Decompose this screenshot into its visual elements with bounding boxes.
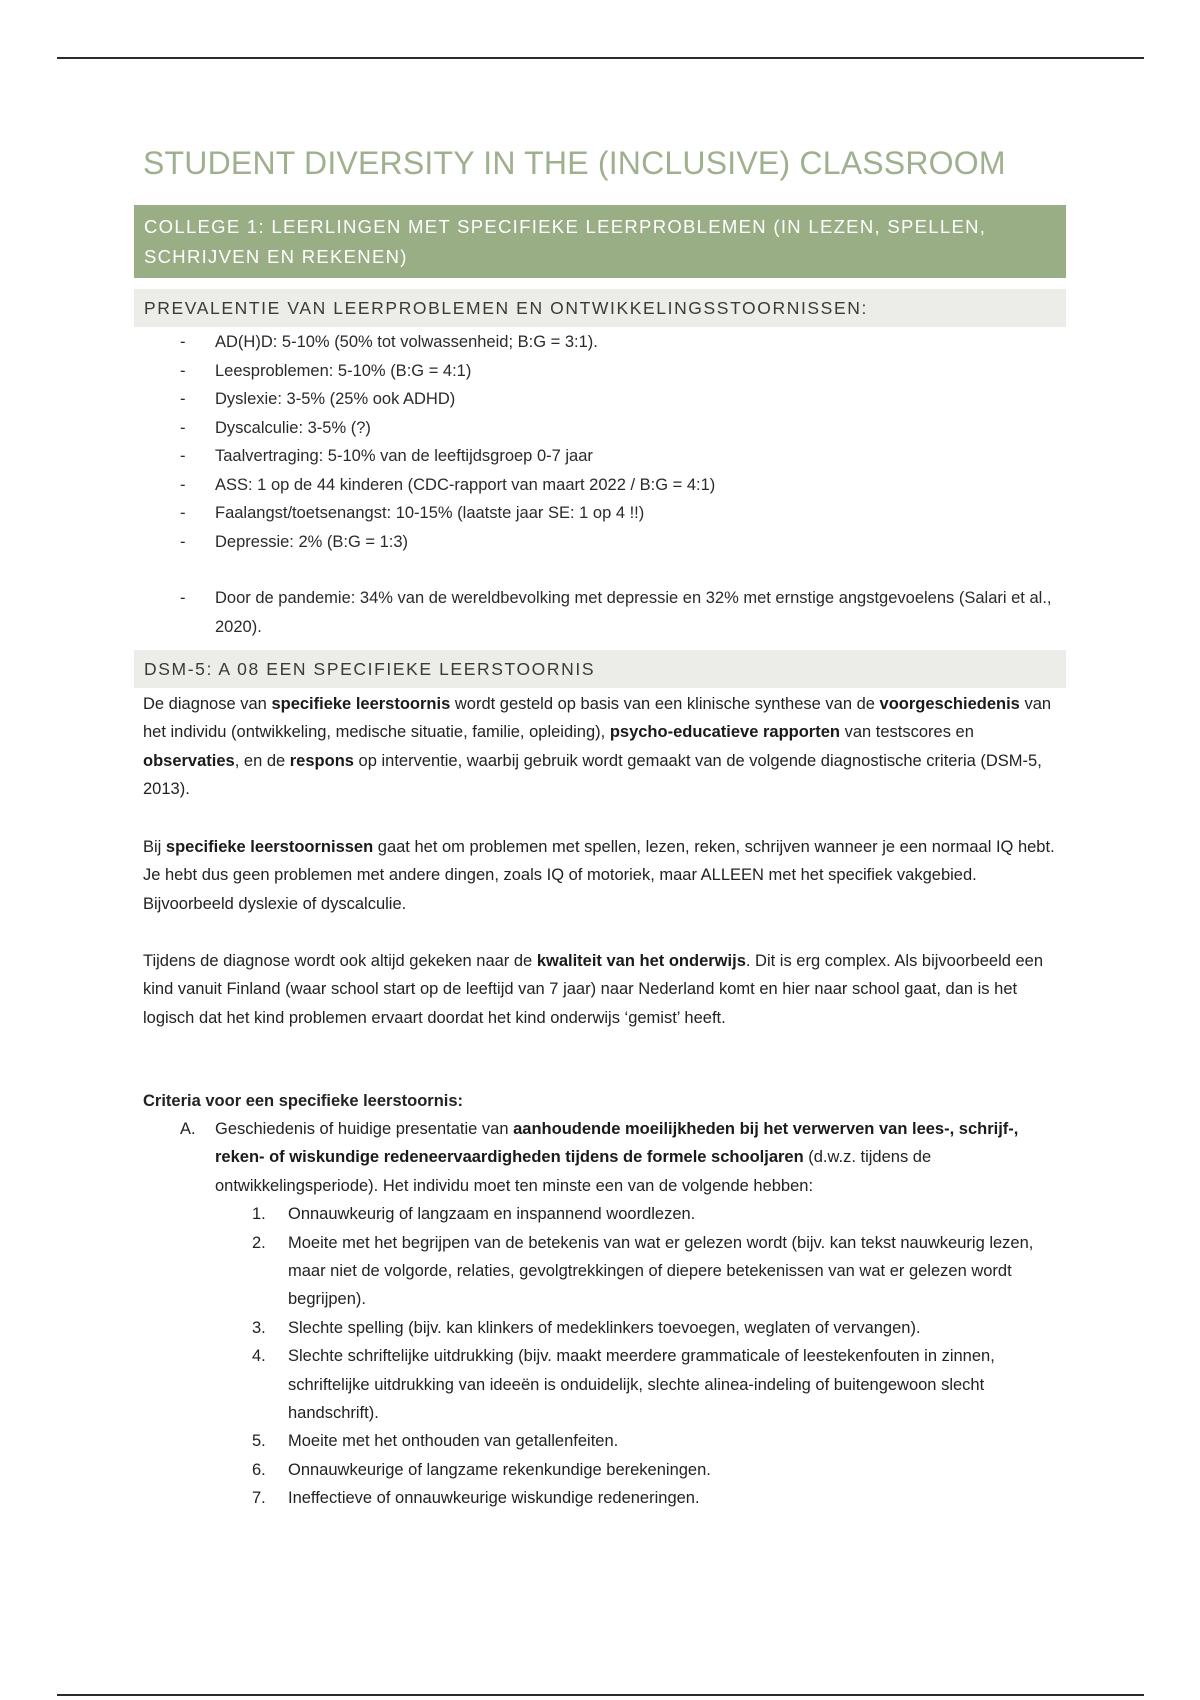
diagnosis-paragraph: De diagnose van specifieke leerstoornis wordt gesteld op basis van een klinische synthese van de voorgeschiedenis van het individu (ontwikkeling, medische situatie, familie, opleiding), psycho-educatieve rapporten van testscores en observaties, en de respons op interventie, waarbij gebruik wordt gemaakt van de volgende diagnostische criteria (DSM-5, 2013). <box>143 695 1052 799</box>
dash-bullet: - <box>180 447 186 465</box>
prevalence-list <box>180 328 1060 641</box>
dash-bullet: - <box>180 361 186 380</box>
list-item: 5. Moeite met het onthouden van getallenfeiten. <box>252 1427 1060 1455</box>
top-rule <box>57 57 1144 59</box>
list-item: 7. Ineffectieve of onnauwkeurige wiskundige redeneringen. <box>252 1484 1060 1512</box>
specific-learning-disorder-paragraph: Bij specifieke leerstoornissen gaat het om problemen met spellen, lezen, reken, schrijven wanneer je een normaal IQ hebt. Je hebt dus geen problemen met andere dingen, zoals IQ of motoriek, maar ALLEEN met het specifiek vakgebied. Bijvoorbeeld dyslexie of dyscalculie. <box>143 838 1055 913</box>
list-item: - Taalvertraging: 5-10% van de leeftijdsgroep 0-7 jaar <box>180 442 1060 471</box>
dash-bullet: - <box>180 475 186 494</box>
dash-bullet: - <box>180 390 186 408</box>
college-heading-banner: COLLEGE 1: LEERLINGEN MET SPECIFIEKE LEERPROBLEMEN (IN LEZEN, SPELLEN, SCHRIJVEN EN REKENEN) <box>134 205 1066 278</box>
item-number: 1. <box>252 1205 266 1224</box>
criterion-a <box>180 1115 1060 1513</box>
list-item: 1. Onnauwkeurig of langzaam en inspannend woordlezen. <box>252 1200 1060 1228</box>
list-item: - ASS: 1 op de 44 kinderen (CDC-rapport van maart 2022 / B:G = 4:1) <box>180 471 1060 500</box>
criterion-a-letter: A. <box>180 1120 196 1138</box>
list-item: - Depressie: 2% (B:G = 1:3) <box>180 528 1060 557</box>
list-item: - Dyslexie: 3-5% (25% ook ADHD) <box>180 385 1060 414</box>
dash-bullet: - <box>180 333 186 351</box>
prevalence-heading: PREVALENTIE VAN LEERPROBLEMEN EN ONTWIKKELINGSSTOORNISSEN: <box>134 289 1066 327</box>
document-title: STUDENT DIVERSITY IN THE (INCLUSIVE) CLASSROOM <box>143 145 1006 181</box>
list-item: - AD(H)D: 5-10% (50% tot volwassenheid; B:G = 3:1). <box>180 328 1060 357</box>
item-number: 2. <box>252 1233 266 1252</box>
education-quality-paragraph: Tijdens de diagnose wordt ook altijd gekeken naar de kwaliteit van het onderwijs. Dit is erg complex. Als bijvoorbeeld een kind vanuit Finland (waar school start op de leeftijd van 7 jaar) naar Nederland komt en hier naar school gaat, dan is het logisch dat het kind problemen ervaart doordat het kind onderwijs ‘gemist’ heeft. <box>143 952 1044 1027</box>
dash-bullet: - <box>180 589 186 607</box>
bottom-rule <box>57 1694 1144 1696</box>
list-item: - Leesproblemen: 5-10% (B:G = 4:1) <box>180 357 1060 386</box>
item-number: 5. <box>252 1432 266 1451</box>
list-item: - Faalangst/toetsenangst: 10-15% (laatste jaar SE: 1 op 4 !!) <box>180 499 1060 528</box>
dash-bullet: - <box>180 418 186 437</box>
list-item: 6. Onnauwkeurige of langzame rekenkundige berekeningen. <box>252 1456 1060 1484</box>
list-item: - Door de pandemie: 34% van de wereldbevolking met depressie en 32% met ernstige angstgevoelens (Salari et al., 2020). <box>180 584 1060 641</box>
criterion-a-text: Geschiedenis of huidige presentatie van aanhoudende moeilijkheden bij het verwerven van lees-, schrijf-, reken- of wiskundige redeneervaardigheden tijdens de formele schooljaren (d.w.z. tijdens de ontwikkelingsperiode). Het individu moet ten minste een van de volgende hebben: <box>215 1120 1019 1195</box>
item-number: 7. <box>252 1489 266 1508</box>
list-item: 4. Slechte schriftelijke uitdrukking (bijv. maakt meerdere grammaticale of leestekenfouten in zinnen, schriftelijke uitdrukking van ideeën is onduidelijk, slechte alinea-indeling of buitengewoon slecht handschrift). <box>252 1342 1060 1427</box>
item-number: 4. <box>252 1347 266 1366</box>
dash-bullet: - <box>180 504 186 522</box>
list-item: 2. Moeite met het begrijpen van de betekenis van wat er gelezen wordt (bijv. kan tekst nauwkeurig lezen, maar niet de volgorde, relaties, gevolgtrekkingen of diepere betekenissen van wat er gelezen wordt begrijpen). <box>252 1229 1060 1314</box>
item-number: 6. <box>252 1460 266 1479</box>
dsm-heading: DSM-5: A 08 EEN SPECIFIEKE LEERSTOORNIS <box>134 650 1066 688</box>
criterion-a-list <box>252 1200 1060 1512</box>
criteria-heading: Criteria voor een specifieke leerstoornis: <box>143 1092 464 1110</box>
dash-bullet: - <box>180 532 186 551</box>
list-item: - Dyscalculie: 3-5% (?) <box>180 414 1060 443</box>
item-number: 3. <box>252 1318 266 1337</box>
list-item: 3. Slechte spelling (bijv. kan klinkers of medeklinkers toevoegen, weglaten of vervangen). <box>252 1314 1060 1342</box>
